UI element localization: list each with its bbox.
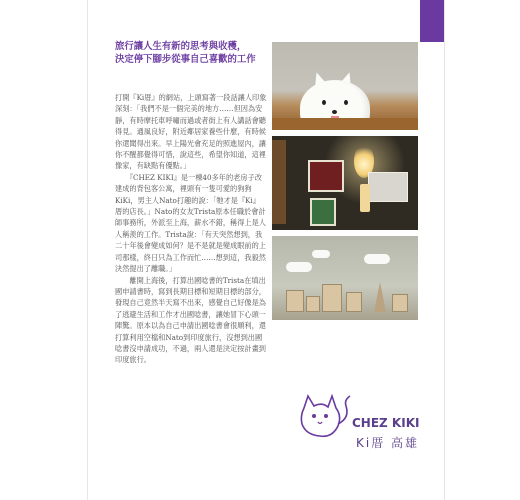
dog-nose bbox=[332, 110, 337, 114]
paper-model-photo bbox=[272, 236, 418, 320]
paper-house bbox=[286, 290, 304, 312]
paper-house bbox=[306, 296, 320, 312]
dog-eye-left bbox=[322, 100, 326, 105]
cloud-icon bbox=[312, 250, 330, 258]
wall-poster bbox=[368, 172, 408, 202]
dog-photo bbox=[272, 42, 418, 130]
paper-tower-icon bbox=[374, 282, 386, 312]
picture-frame bbox=[308, 160, 344, 192]
cat-doodle-icon bbox=[294, 388, 356, 444]
paper-house bbox=[346, 292, 362, 312]
picture-frame bbox=[310, 198, 336, 226]
signature-line2: Ki厝 高雄 bbox=[356, 436, 420, 450]
wooden-table bbox=[272, 118, 418, 130]
paper-house bbox=[392, 294, 408, 312]
dog-eye-right bbox=[344, 100, 348, 105]
signature-line1: CHEZ KIKI bbox=[352, 416, 420, 430]
shelf bbox=[272, 140, 286, 224]
cloud-icon bbox=[364, 254, 390, 264]
headline: 旅行讓人生有新的思考與收穫， 決定停下腳步從事自己喜歡的工作 bbox=[115, 41, 256, 65]
article-body: 打開『Ki厝』的網站，上頭寫著一段話讓人印象深刻：「我們不是一個完美的地方……但因為安靜，有時摩托車呼嘯而過或者街上有人講話會聽得見。通風良好，附近鄰居家養些什麼，有時候你還聞得出來。早上陽光會充足的照進屋內，讓你不醒都覺得可惜，說這些，希望你知道，這裡像家，有缺點有優點。」 『CHEZ KIKI』是一棟40多年的老房子改建成的背包客公寓，裡頭有一隻可愛的狗狗KiKi，男主人Nato打趣的說：「牠才是『Ki』厝的店長。」Nato的女友Trista原本任職於會計師事務所，外派至上海，薪水不錯，稱得上是人人稱羨的工作。Trista說：「有天突然想到，我二十年後會變成如何？是不是就是變成眼前的上司那樣，終日只為工作而忙……想到這，我毅然決然提出了離職。」 離開上海後，打算出國唸書的Trista在填出國申請書時，寫到長期目標和短期目標的部分，發現自己竟然半天寫不出來，感覺自己好像是為了逃避生活和工作才出國唸書，讓她冒下心頭一陣驚。原本以為自己申請出國唸書會很順利，還打算利用空檔和Nato到印度旅行，沒想到出國唸書沒申請成功，不過，兩人還是決定按計畫到印度旅行。 bbox=[115, 93, 267, 365]
paper-house bbox=[322, 284, 342, 312]
interior-photo bbox=[272, 136, 418, 230]
corner-tab bbox=[420, 0, 444, 42]
lamp bbox=[360, 184, 370, 212]
cloud-icon bbox=[286, 262, 312, 272]
